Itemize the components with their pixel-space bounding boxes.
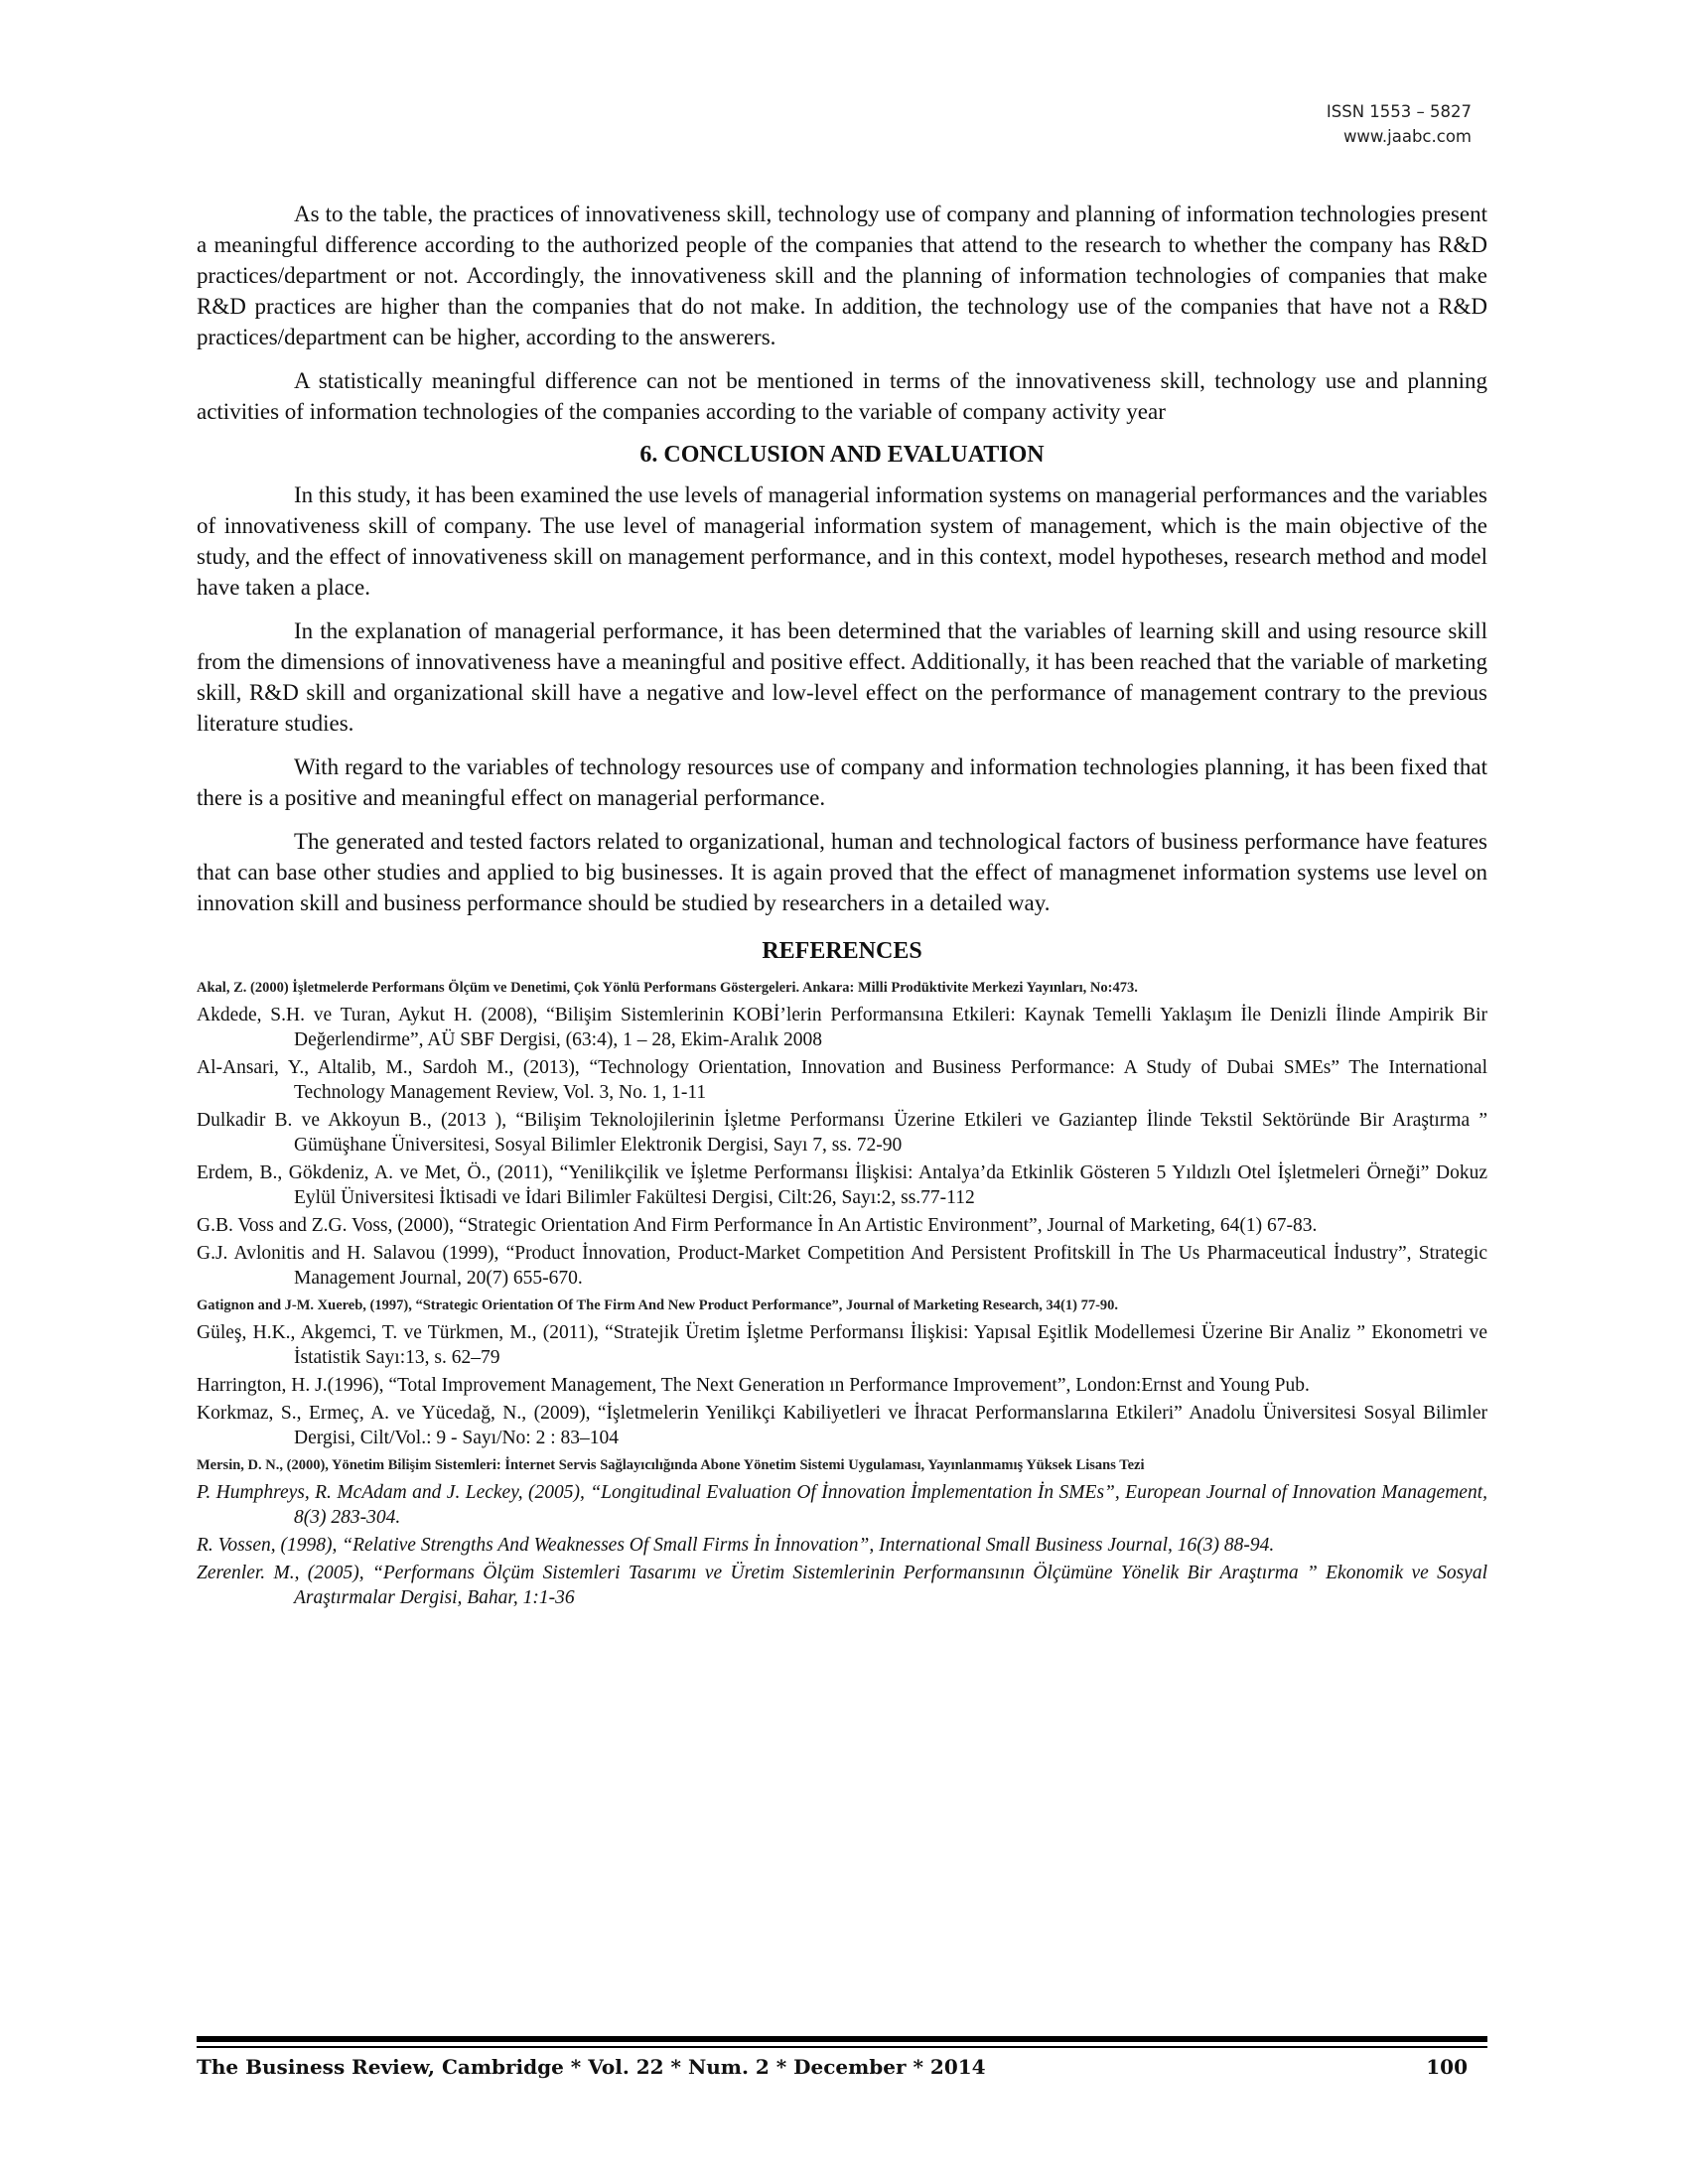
- body-paragraph: As to the table, the practices of innovativeness skill, technology use of company and planning of information technologies present a meaningful difference according to the authorized people of the companies that attend to the research to whether the company has R&D practices/department or not. Accordingly, the innovativeness skill and the planning of information technologies of companies that make R&D practices are higher than the companies that do not make. In addition, the technology use of the companies that have not a R&D practices/department can be higher, according to the answerers.: [197, 202, 1487, 349]
- reference-item: Dulkadir B. ve Akkoyun B., (2013 ), “Bilişim Teknolojilerinin İşletme Performansı Üzerine Etkileri ve Gaziantep İlinde Tekstil Sektöründe Bir Araştırma ” Gümüşhane Üniversitesi, Sosyal Bilimler Elektronik Dergisi, Sayı 7, ss. 72-90: [197, 1110, 1487, 1156]
- reference-item: G.J. Avlonitis and H. Salavou (1999), “Product İnnovation, Product-Market Competition And Persistent Profitskill İn The Us Pharmaceutical İndustry”, Strategic Management Journal, 20(7) 655-670.: [197, 1243, 1487, 1289]
- journal-website: www.jaabc.com: [1342, 127, 1472, 146]
- conclusion-paragraph: In this study, it has been examined the use levels of managerial information systems on managerial performances and the variables of innovativeness skill of company. The use level of managerial information system of management, which is the main objective of the study, and the effect of innovativeness skill on management performance, and in this context, model hypotheses, research method and model have taken a place.: [197, 482, 1487, 600]
- reference-item: Akdede, S.H. ve Turan, Aykut H. (2008), “Bilişim Sistemlerinin KOBİ’lerin Performansına Etkileri: Kaynak Temelli Yaklaşım İle Denizli İlinde Ampirik Bir Değerlendirme”, AÜ SBF Dergisi, (63:4), 1 – 28, Ekim-Aralık 2008: [197, 1005, 1487, 1050]
- reference-item: Erdem, B., Gökdeniz, A. ve Met, Ö., (2011), “Yenilikçilik ve İşletme Performansı İlişkisi: Antalya’da Etkinlik Gösteren 5 Yıldızlı Otel İşletmeleri Örneği” Dokuz Eylül Üniversitesi İktisadi ve İdari Bilimler Fakültesi Dergisi, Cilt:26, Sayı:2, ss.77-112: [197, 1162, 1487, 1208]
- reference-item: R. Vossen, (1998), “Relative Strengths And Weaknesses Of Small Firms İn İnnovation”, International Small Business Journal, 16(3) 88-94.: [197, 1535, 1275, 1556]
- reference-item: P. Humphreys, R. McAdam and J. Leckey, (2005), “Longitudinal Evaluation Of İnnovation İmplementation İn SMEs”, European Journal of Innovation Management, 8(3) 283-304.: [197, 1482, 1487, 1528]
- article-body: [197, 199, 1487, 1613]
- reference-item: Harrington, H. J.(1996), “Total Improvement Management, The Next Generation ın Performance Improvement”, London:Ernst and Young Pub.: [197, 1375, 1310, 1396]
- footer-rule-thin: [197, 2046, 1487, 2048]
- conclusion-paragraph: The generated and tested factors related to organizational, human and technological factors of business performance have features that can base other studies and applied to big businesses. It is again proved that the effect of managmenet information systems use level on innovation skill and business performance should be studied by researchers in a detailed way.: [197, 829, 1487, 915]
- reference-item: Zerenler. M., (2005), “Performans Ölçüm Sistemleri Tasarımı ve Üretim Sistemlerinin Performansının Ölçümüne Yönelik Bir Araştırma ” Ekonomik ve Sosyal Araştırmalar Dergisi, Bahar, 1:1-36: [197, 1563, 1487, 1608]
- reference-item: Al-Ansari, Y., Altalib, M., Sardoh M., (2013), “Technology Orientation, Innovation and Business Performance: A Study of Dubai SMEs” The International Technology Management Review, Vol. 3, No. 1, 1-11: [197, 1057, 1487, 1103]
- reference-list: [197, 976, 1487, 1610]
- reference-item: G.B. Voss and Z.G. Voss, (2000), “Strategic Orientation And Firm Performance İn An Artistic Environment”, Journal of Marketing, 64(1) 67-83.: [197, 1215, 1318, 1236]
- page-footer: [197, 2055, 1487, 2087]
- footer-journal-citation: The Business Review, Cambridge * Vol. 22 * Num. 2 * December * 2014: [197, 2055, 986, 2079]
- issn-header: [1327, 99, 1472, 149]
- section-heading-references: REFERENCES: [762, 938, 922, 964]
- section-heading-conclusion: 6. CONCLUSION AND EVALUATION: [639, 442, 1045, 468]
- conclusion-paragraph: In the explanation of managerial performance, it has been determined that the variables of learning skill and using resource skill from the dimensions of innovativeness have a meaningful and positive effect. Additionally, it has been reached that the variable of marketing skill, R&D skill and organizational skill have a negative and low-level effect on the performance of management contrary to the previous literature studies.: [197, 618, 1487, 736]
- reference-item: Akal, Z. (2000) İşletmelerde Performans Ölçüm ve Denetimi, Çok Yönlü Performans Göstergeleri. Ankara: Milli Prodüktivite Merkezi Yayınları, No:473.: [197, 980, 1138, 996]
- footer-rule: [197, 2036, 1487, 2042]
- reference-item: Güleş, H.K., Akgemci, T. ve Türkmen, M., (2011), “Stratejik Üretim İşletme Performansı İlişkisi: Yapısal Eşitlik Modellemesi Üzerine Bir Analiz ” Ekonometri ve İstatistik Sayı:13, s. 62–79: [197, 1322, 1487, 1368]
- reference-item: Gatignon and J-M. Xuereb, (1997), “Strategic Orientation Of The Firm And New Product Performance”, Journal of Marketing Research, 34(1) 77-90.: [197, 1297, 1119, 1313]
- reference-item: Mersin, D. N., (2000), Yönetim Bilişim Sistemleri: İnternet Servis Sağlayıcılığında Abone Yönetim Sistemi Uygulaması, Yayınlanmamış Yüksek Lisans Tezi: [197, 1457, 1145, 1473]
- page-number: 100: [1426, 2055, 1468, 2079]
- body-paragraph: A statistically meaningful difference can not be mentioned in terms of the innovativeness skill, technology use and planning activities of information technologies of the companies according to the variable of company activity year: [197, 368, 1487, 424]
- issn-number: ISSN 1553 – 5827: [1326, 102, 1472, 121]
- reference-item: Korkmaz, S., Ermeç, A. ve Yücedağ, N., (2009), “İşletmelerin Yenilikçi Kabiliyetleri ve İhracat Performanslarına Etkileri” Anadolu Üniversitesi Sosyal Bilimler Dergisi, Cilt/Vol.: 9 - Sayı/No: 2 : 83–104: [197, 1403, 1487, 1448]
- conclusion-paragraph: With regard to the variables of technology resources use of company and information technologies planning, it has been fixed that there is a positive and meaningful effect on managerial performance.: [197, 754, 1487, 810]
